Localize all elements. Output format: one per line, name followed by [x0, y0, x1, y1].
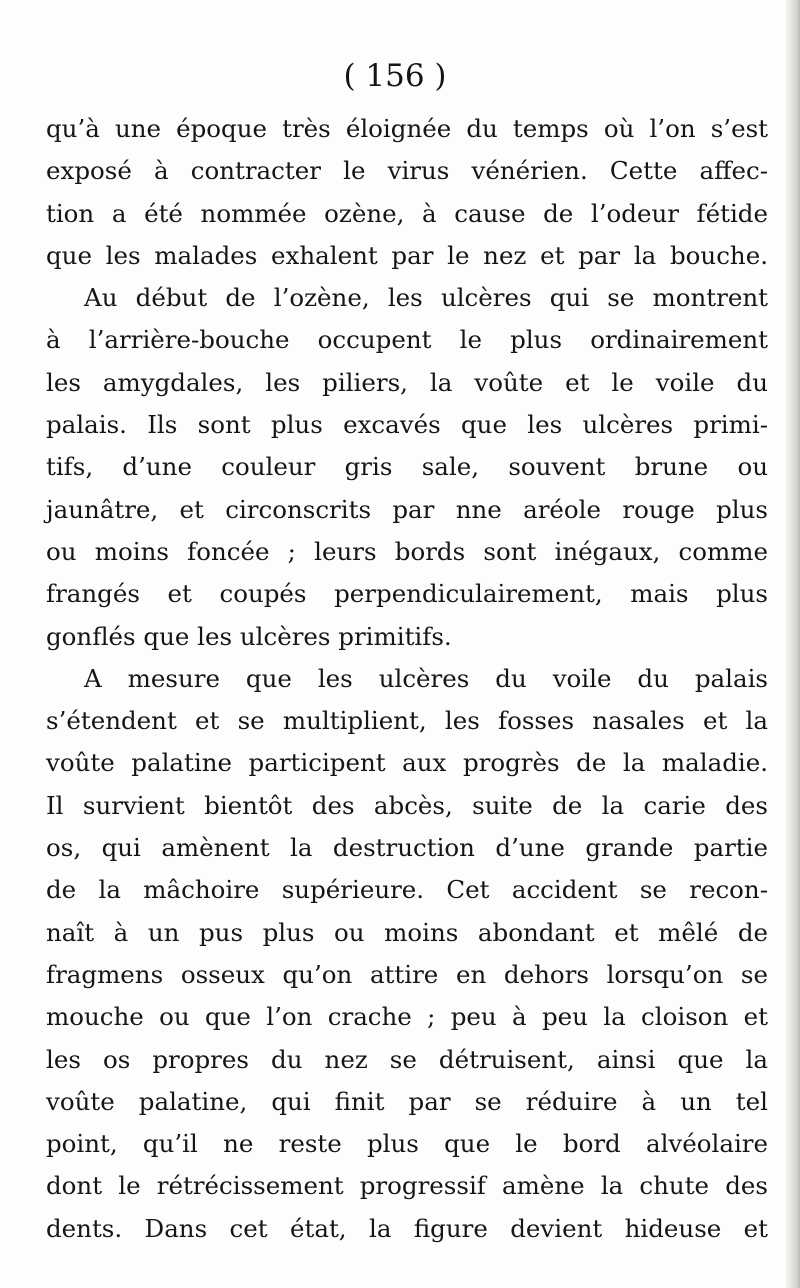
text-line: tion a été nommée ozène, à cause de l’odeur fétide	[46, 198, 768, 228]
text-line: s’étendent et se multiplient, les fosses nasales et la	[46, 706, 768, 736]
text-line: que les malades exhalent par le nez et par la bouche.	[46, 240, 768, 270]
text-line: voûte palatine, qui finit par se réduire à un tel	[46, 1086, 768, 1116]
text-line: naît à un pus plus ou moins abondant et mêlé de	[46, 917, 768, 947]
text-line: frangés et coupés perpendiculairement, mais plus	[46, 579, 768, 609]
text-line: jaunâtre, et circonscrits par nne aréole rouge plus	[46, 494, 768, 524]
text-line: tifs, d’une couleur gris sale, souvent brune ou	[46, 452, 768, 482]
text-line: Il survient bientôt des abcès, suite de la carie des	[46, 790, 768, 820]
text-line: mouche ou que l’on crache ; peu à peu la cloison et	[46, 1002, 768, 1032]
text-line: gonflés que les ulcères primitifs.	[46, 621, 452, 651]
text-line: A mesure que les ulcères du voile du palais	[84, 663, 768, 693]
text-line: ou moins foncée ; leurs bords sont inégaux, comme	[46, 536, 768, 566]
page-edge-shadow	[786, 0, 800, 1288]
text-line: les amygdales, les piliers, la voûte et le voile du	[46, 367, 768, 397]
text-line: dont le rétrécissement progressif amène la chute des	[46, 1171, 768, 1201]
text-line: palais. Ils sont plus excavés que les ulcères primi-	[46, 410, 768, 440]
text-line: Au début de l’ozène, les ulcères qui se montrent	[84, 283, 768, 313]
text-line: fragmens osseux qu’on attire en dehors lorsqu’on se	[46, 959, 768, 989]
text-line: point, qu’il ne reste plus que le bord alvéolaire	[46, 1129, 768, 1159]
text-line: qu’à une époque très éloignée du temps où l’on s’est	[46, 114, 768, 143]
text-line: os, qui amènent la destruction d’une grande partie	[46, 833, 768, 863]
body-text	[46, 108, 768, 1250]
text-line: à l’arrière-bouche occupent le plus ordinairement	[46, 325, 768, 355]
text-line: les os propres du nez se détruisent, ainsi que la	[46, 1044, 768, 1074]
text-line: voûte palatine participent aux progrès de la maladie.	[46, 748, 768, 778]
text-line: de la mâchoire supérieure. Cet accident se recon-	[46, 875, 768, 905]
text-line: dents. Dans cet état, la figure devient hideuse et	[46, 1213, 768, 1243]
text-line: exposé à contracter le virus vénérien. Cette affec-	[46, 156, 768, 186]
page-number: ( 156 )	[343, 58, 447, 94]
